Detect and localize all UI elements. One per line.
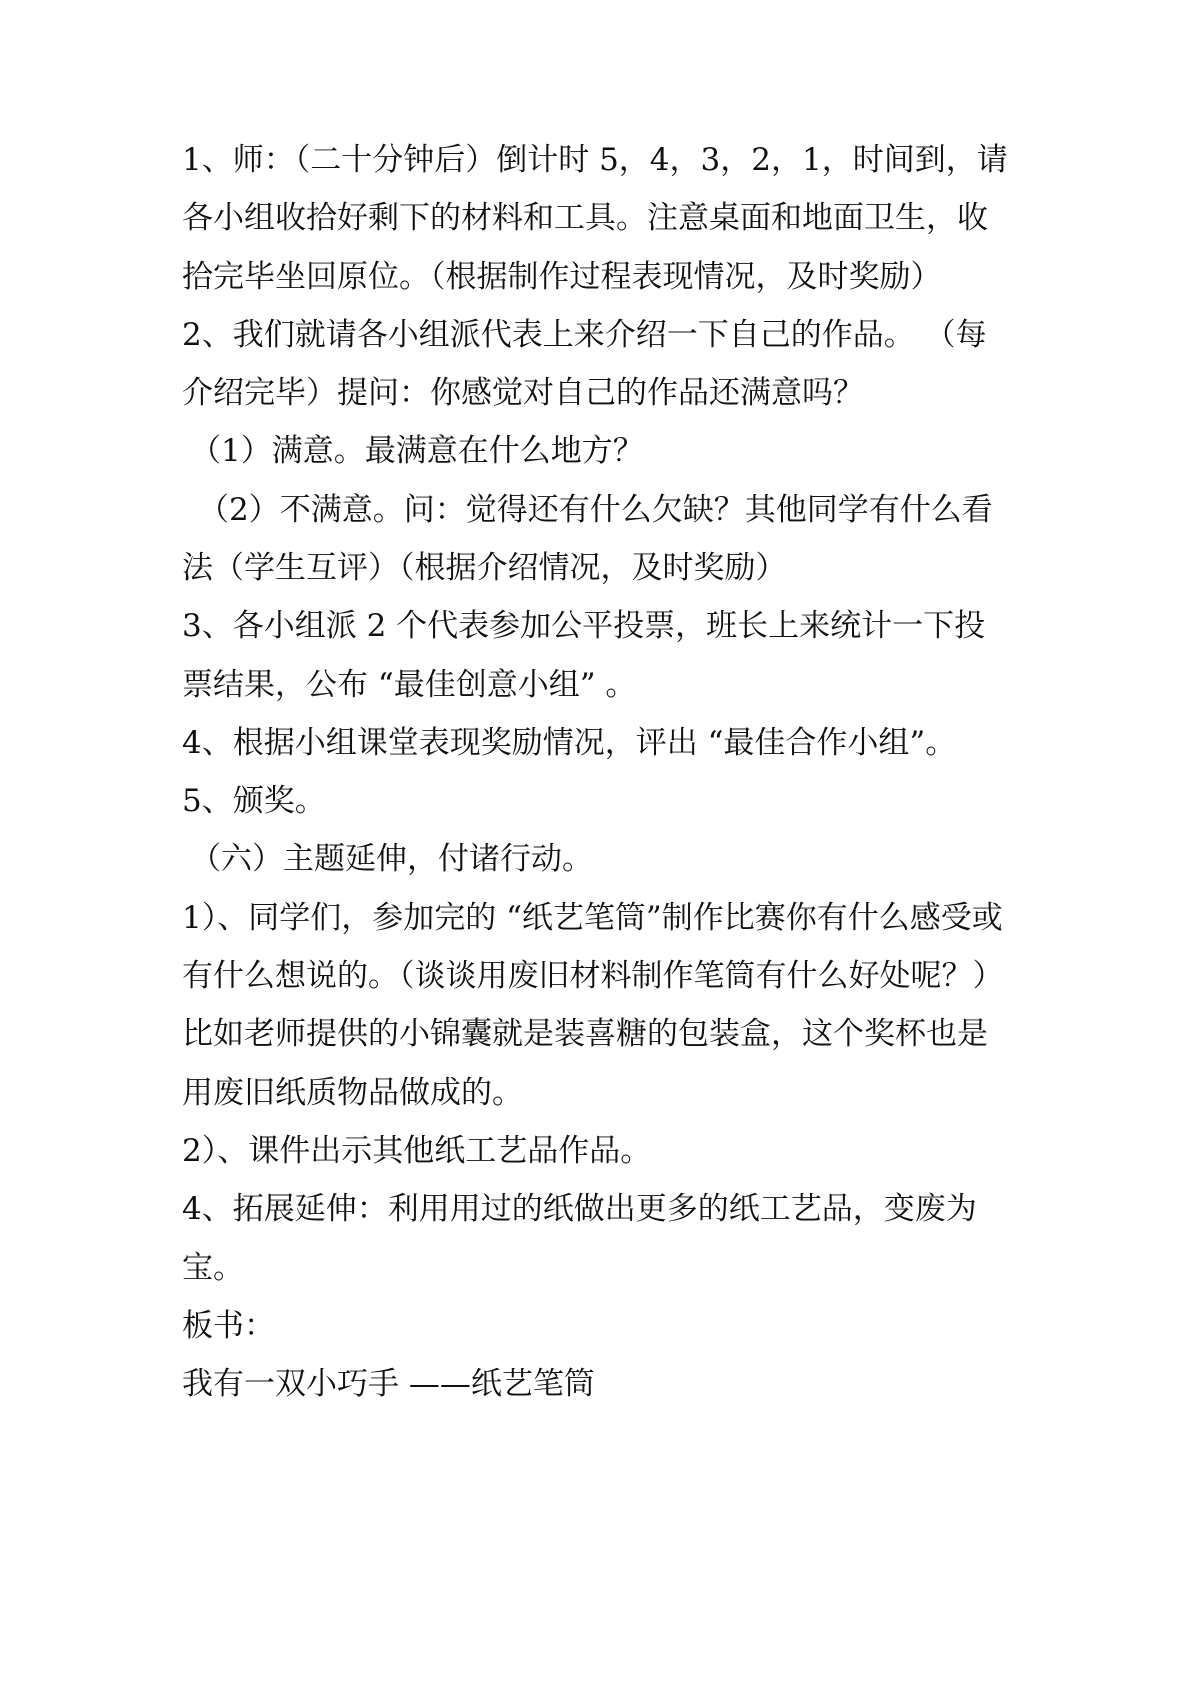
text-line: 有什么想说的。（谈谈用废旧材料制作笔筒有什么好处呢？） <box>182 958 1004 994</box>
text-line: 拾完毕坐回原位。（根据制作过程表现情况，及时奖励） <box>182 259 942 295</box>
text-line: （1）满意。最满意在什么地方？ <box>190 433 644 469</box>
text-line: （六）主题延伸，付诸行动。 <box>190 841 593 877</box>
text-line: 比如老师提供的小锦囊就是装喜糖的包装盒，这个奖杯也是 <box>182 1016 988 1052</box>
text-line: 3、各小组派 2 个代表参加公平投票，班长上来统计一下投 <box>182 608 986 644</box>
text-line: 各小组收拾好剩下的材料和工具。注意桌面和地面卫生，收 <box>182 200 988 236</box>
text-line: 2、我们就请各小组派代表上来介绍一下自己的作品。 （每 <box>182 317 987 353</box>
text-line: 宝。 <box>182 1250 244 1286</box>
text-line: 用废旧纸质物品做成的。 <box>182 1075 523 1111</box>
text-line: 法（学生互评）（根据介绍情况，及时奖励） <box>182 550 787 586</box>
text-line: 我有一双小巧手 ——纸艺笔筒 <box>182 1366 595 1402</box>
text-line: 1）、同学们，参加完的 “纸艺笔筒”制作比赛你有什么感受或 <box>182 900 1003 936</box>
text-line: 5、颁奖。 <box>182 783 326 819</box>
text-line: 2）、课件出示其他纸工艺品作品。 <box>182 1133 652 1169</box>
text-line: 票结果，公布 “最佳创意小组” 。 <box>182 667 637 703</box>
text-line: 4、根据小组课堂表现奖励情况，评出 “最佳合作小组”。 <box>182 725 957 761</box>
text-line: 4、拓展延伸：利用用过的纸做出更多的纸工艺品，变废为 <box>182 1191 977 1227</box>
text-line: 板书： <box>182 1308 275 1344</box>
text-line: 介绍完毕）提问：你感觉对自己的作品还满意吗？ <box>182 375 864 411</box>
text-line: （2）不满意。问：觉得还有什么欠缺？其他同学有什么看 <box>198 492 993 528</box>
text-line: 1、师：（二十分钟后）倒计时 5，4，3，2，1，时间到，请 <box>182 142 1008 178</box>
